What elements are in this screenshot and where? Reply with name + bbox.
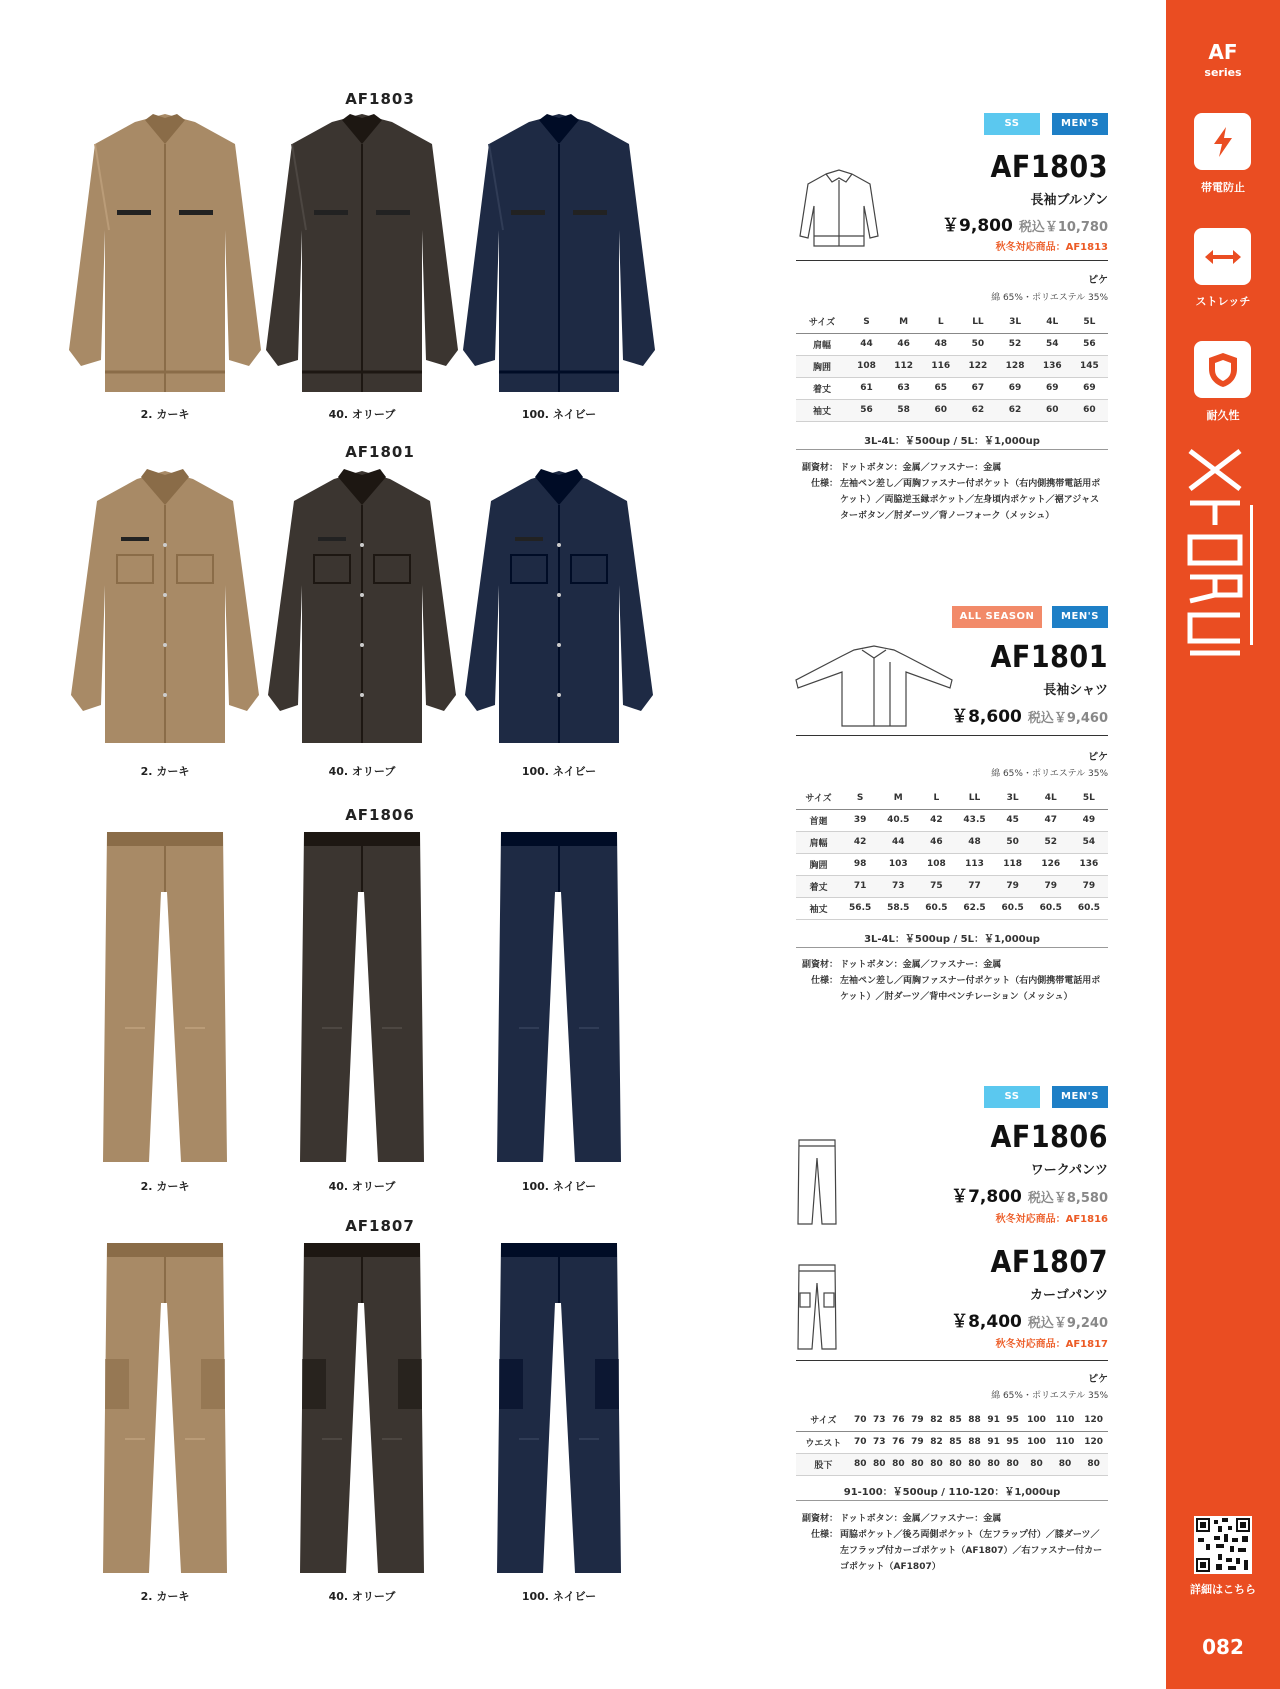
size-table-header — [796, 787, 1108, 809]
size-table-cell: 80 — [870, 1453, 889, 1475]
lightning-icon — [1194, 113, 1251, 170]
size-table-cell: 67 — [959, 377, 996, 399]
size-table-cell: 58.5 — [879, 897, 917, 919]
product-name: 長袖シャツ — [1043, 683, 1108, 698]
size-table-cell: 80 — [908, 1453, 927, 1475]
size-table-cell: 128 — [997, 355, 1034, 377]
size-table-cell: 5L — [1070, 787, 1108, 809]
size-table-cell: 70 — [851, 1409, 870, 1431]
size-table-cell: 91 — [984, 1431, 1003, 1453]
size-table-cell: 肩幅 — [796, 831, 841, 853]
cargo-photo — [489, 1239, 629, 1579]
spec-note-row — [796, 957, 1108, 973]
shirt-line-drawing — [794, 642, 954, 728]
jacket-line-drawing — [794, 166, 884, 254]
size-table-row — [796, 1431, 1108, 1453]
size-table-cell: 80 — [946, 1453, 965, 1475]
size-table-cell: 胸囲 — [796, 355, 848, 377]
pants-photo — [489, 828, 629, 1168]
spec-note-value: 両脇ポケット／後ろ両側ポケット（左フラップ付）／膝ダーツ／左フラップ付カーゴポケット（AF1807）／右ファスナー付カーゴポケット（AF1807） — [840, 1530, 1103, 1572]
pants-photo — [292, 828, 432, 1168]
color-variant-label: 100. ネイビー — [521, 1180, 597, 1193]
size-table-cell: 116 — [922, 355, 959, 377]
size-table-cell: 145 — [1071, 355, 1108, 377]
size-table-cell: 113 — [955, 853, 993, 875]
product-name: カーゴパンツ — [1029, 1288, 1108, 1303]
page-number: 082 — [1202, 1635, 1244, 1659]
size-table-cell: 108 — [848, 355, 885, 377]
fabric-blend: 綿 65%・ポリエステル 35% — [991, 293, 1108, 303]
size-table-cell: 122 — [959, 355, 996, 377]
size-table-cell: サイズ — [796, 1409, 851, 1431]
tag-all-season: ALL SEASON — [952, 606, 1042, 628]
season-note: 秋冬対応商品：AF1816 — [995, 1214, 1108, 1225]
size-table-cell: 69 — [1034, 377, 1071, 399]
size-table-row — [796, 377, 1108, 399]
size-table — [796, 787, 1108, 920]
size-table-cell: 49 — [1070, 809, 1108, 831]
size-table-cell: 79 — [1070, 875, 1108, 897]
size-table-cell: 60.5 — [1070, 897, 1108, 919]
divider — [796, 1360, 1108, 1361]
size-surcharge: 3L-4L：￥500up / 5L：￥1,000up — [864, 436, 1040, 447]
size-table-cell: 股下 — [796, 1453, 851, 1475]
feature-label: 帯電防止 — [1201, 181, 1245, 194]
price: ￥7,800 税込￥8,580 — [951, 1187, 1108, 1207]
fabric-name: ピケ — [1088, 275, 1108, 286]
size-table-cell: 80 — [1003, 1453, 1022, 1475]
spec-note-row — [796, 1511, 1108, 1527]
size-table-cell: 56 — [1071, 333, 1108, 355]
stretch-arrows-icon — [1194, 228, 1251, 285]
spec-note-key: 副資材： — [801, 1514, 838, 1524]
divider — [796, 735, 1108, 736]
size-table-cell: 80 — [965, 1453, 984, 1475]
size-table-cell: 44 — [848, 333, 885, 355]
size-table-row — [796, 399, 1108, 421]
tag-mens: MEN'S — [1052, 1086, 1108, 1108]
size-table-cell: 46 — [917, 831, 955, 853]
size-table-cell: LL — [955, 787, 993, 809]
size-table-cell: 80 — [1051, 1453, 1080, 1475]
size-table-cell: 85 — [946, 1431, 965, 1453]
spec-notes — [796, 1511, 1108, 1575]
tag-mens: MEN'S — [1052, 606, 1108, 628]
fabric-name: ピケ — [1088, 1374, 1108, 1385]
product-group-label: AF1801 — [345, 443, 415, 461]
size-table-cell: 48 — [922, 333, 959, 355]
size-table-cell: 43.5 — [955, 809, 993, 831]
spec-note-value: 左袖ペン差し／両胸ファスナー付ポケット（右内側携帯電話用ポケット）／肘ダーツ／背中ベンチレーション（メッシュ） — [840, 976, 1101, 1002]
fabric-blend: 綿 65%・ポリエステル 35% — [991, 1391, 1108, 1401]
size-table-cell: 3L — [994, 787, 1032, 809]
size-table-cell: サイズ — [796, 311, 848, 333]
size-table-cell: 79 — [994, 875, 1032, 897]
size-table-cell: 112 — [885, 355, 922, 377]
product-code: AF1801 — [990, 640, 1108, 675]
spec-note-key: 仕様： — [810, 976, 838, 986]
size-table-cell: 80 — [851, 1453, 870, 1475]
size-table-cell: 61 — [848, 377, 885, 399]
size-table-cell: 103 — [879, 853, 917, 875]
size-table-cell: 80 — [927, 1453, 946, 1475]
size-table-row — [796, 897, 1108, 919]
series-subtitle: series — [1204, 66, 1242, 79]
size-table-cell: サイズ — [796, 787, 841, 809]
size-table — [796, 311, 1108, 422]
size-table-cell: 79 — [908, 1409, 927, 1431]
shirt-photo — [262, 465, 462, 750]
cargo-photo — [292, 1239, 432, 1579]
season-note: 秋冬対応商品：AF1817 — [995, 1339, 1108, 1350]
size-table-cell: 82 — [927, 1409, 946, 1431]
color-variant-label: 2. カーキ — [140, 1590, 190, 1603]
size-table-cell: 3L — [997, 311, 1034, 333]
size-table-cell: LL — [959, 311, 996, 333]
size-table-cell: 4L — [1032, 787, 1070, 809]
color-variant-label: 40. オリーブ — [328, 1590, 396, 1603]
size-table-cell: 60 — [1034, 399, 1071, 421]
color-variant-label: 2. カーキ — [140, 408, 190, 421]
divider — [796, 449, 1108, 450]
color-variant-label: 100. ネイビー — [521, 765, 597, 778]
size-table-cell: S — [848, 311, 885, 333]
tag-ss: SS — [984, 113, 1040, 135]
size-table-cell: 着丈 — [796, 377, 848, 399]
size-table-cell: 62 — [997, 399, 1034, 421]
pants-photo — [95, 828, 235, 1168]
size-table-cell: 110 — [1051, 1409, 1080, 1431]
size-table-cell: 73 — [870, 1431, 889, 1453]
fabric-name: ピケ — [1088, 752, 1108, 763]
jacket-photo — [65, 110, 265, 400]
size-table-cell: 袖丈 — [796, 897, 841, 919]
size-table-row — [796, 355, 1108, 377]
tag-ss: SS — [984, 1086, 1040, 1108]
size-table-cell: 69 — [1071, 377, 1108, 399]
work-pants-line-drawing — [794, 1138, 840, 1226]
size-table-cell: 56 — [848, 399, 885, 421]
shirt-photo — [459, 465, 659, 750]
size-table-cell: 110 — [1051, 1431, 1080, 1453]
size-table-header — [796, 311, 1108, 333]
size-table-cell: 48 — [955, 831, 993, 853]
size-table-cell: 47 — [1032, 809, 1070, 831]
product-code: AF1806 — [990, 1120, 1108, 1155]
product-group-label: AF1806 — [345, 806, 415, 824]
cargo-photo — [95, 1239, 235, 1579]
price: ￥8,600 税込￥9,460 — [951, 707, 1108, 727]
size-table-cell: M — [879, 787, 917, 809]
size-table-cell: 80 — [889, 1453, 908, 1475]
size-table-cell: 60 — [1071, 399, 1108, 421]
size-table-cell: 46 — [885, 333, 922, 355]
size-table-cell: 98 — [841, 853, 879, 875]
size-table-header — [796, 1409, 1108, 1431]
product-code: AF1803 — [990, 150, 1108, 185]
size-table-cell: 136 — [1034, 355, 1071, 377]
size-table-cell: M — [885, 311, 922, 333]
product-code: AF1807 — [990, 1245, 1108, 1280]
divider — [796, 1500, 1108, 1501]
size-table-cell: 肩幅 — [796, 333, 848, 355]
size-table-cell: 136 — [1070, 853, 1108, 875]
size-table-row — [796, 333, 1108, 355]
size-table-cell: 100 — [1022, 1431, 1051, 1453]
size-table-cell: 4L — [1034, 311, 1071, 333]
price: ￥9,800 税込￥10,780 — [942, 216, 1108, 236]
size-table-row — [796, 809, 1108, 831]
size-table-cell: 118 — [994, 853, 1032, 875]
spec-note-key: 仕様： — [810, 1530, 838, 1540]
color-variant-label: 40. オリーブ — [328, 1180, 396, 1193]
color-variant-label: 2. カーキ — [140, 765, 190, 778]
size-table-cell: 80 — [984, 1453, 1003, 1475]
size-table-cell: 着丈 — [796, 875, 841, 897]
size-table-cell: 54 — [1034, 333, 1071, 355]
divider — [796, 260, 1108, 261]
size-table-cell: 95 — [1003, 1431, 1022, 1453]
size-table-cell: 60.5 — [1032, 897, 1070, 919]
jacket-photo — [459, 110, 659, 400]
season-note: 秋冬対応商品：AF1813 — [995, 242, 1108, 253]
size-table-cell: 88 — [965, 1409, 984, 1431]
size-table-cell: 76 — [889, 1431, 908, 1453]
size-table-row — [796, 1453, 1108, 1475]
size-table-cell: 50 — [994, 831, 1032, 853]
size-table-cell: 56.5 — [841, 897, 879, 919]
size-table-cell: 69 — [997, 377, 1034, 399]
qr-label: 詳細はこちら — [1190, 1583, 1256, 1596]
size-table-cell: 79 — [1032, 875, 1070, 897]
size-table-cell: 75 — [917, 875, 955, 897]
size-table-cell: 42 — [917, 809, 955, 831]
spec-note-value: 左袖ペン差し／両胸ファスナー付ポケット（右内側携帯電話用ポケット）／両脇逆玉縁ポケット／左身頃内ポケット／裾アジャスターボタン／肘ダーツ／背ノーフォーク（メッシュ） — [840, 479, 1101, 521]
size-table-cell: 60.5 — [994, 897, 1032, 919]
size-table-cell: 79 — [908, 1431, 927, 1453]
size-table-cell: 80 — [1079, 1453, 1108, 1475]
size-table-cell: ウエスト — [796, 1431, 851, 1453]
size-table-cell: 40.5 — [879, 809, 917, 831]
feature-label: 耐久性 — [1206, 409, 1240, 422]
color-variant-label: 100. ネイビー — [521, 1590, 597, 1603]
divider — [796, 947, 1108, 948]
spec-note-row — [796, 973, 1108, 1005]
size-surcharge: 3L-4L：￥500up / 5L：￥1,000up — [864, 934, 1040, 945]
spec-note-key: 副資材： — [801, 463, 838, 473]
spec-note-value: ドットボタン：金属／ファスナー：金属 — [840, 463, 1002, 473]
series-title: AF — [1208, 40, 1238, 64]
size-table-row — [796, 853, 1108, 875]
color-variant-label: 100. ネイビー — [521, 408, 597, 421]
size-table-cell: 73 — [870, 1409, 889, 1431]
size-table-cell: 70 — [851, 1431, 870, 1453]
size-surcharge: 91-100：￥500up / 110-120：￥1,000up — [843, 1487, 1061, 1498]
spec-note-row — [796, 1527, 1108, 1575]
feature-label: ストレッチ — [1195, 295, 1251, 308]
product-group-label: AF1807 — [345, 1217, 415, 1235]
size-table-cell: 62.5 — [955, 897, 993, 919]
size-table-cell: 袖丈 — [796, 399, 848, 421]
color-variant-label: 2. カーキ — [140, 1180, 190, 1193]
size-table-cell: 44 — [879, 831, 917, 853]
size-table-cell: 126 — [1032, 853, 1070, 875]
spec-note-key: 仕様： — [810, 479, 838, 489]
x-force-logo — [1180, 445, 1266, 665]
size-table-cell: 120 — [1079, 1409, 1108, 1431]
shirt-photo — [65, 465, 265, 750]
size-table-cell: 39 — [841, 809, 879, 831]
product-name: 長袖ブルゾン — [1030, 193, 1108, 208]
size-table-cell: 91 — [984, 1409, 1003, 1431]
size-table-cell: L — [922, 311, 959, 333]
size-table-cell: 77 — [955, 875, 993, 897]
qr-code-icon[interactable] — [1194, 1516, 1252, 1574]
fabric-blend: 綿 65%・ポリエステル 35% — [991, 769, 1108, 779]
color-variant-label: 40. オリーブ — [328, 765, 396, 778]
size-table-row — [796, 875, 1108, 897]
size-table-cell: 42 — [841, 831, 879, 853]
size-table-cell: 82 — [927, 1431, 946, 1453]
spec-note-key: 副資材： — [801, 960, 838, 970]
size-table-cell: 45 — [994, 809, 1032, 831]
size-table-cell: 5L — [1071, 311, 1108, 333]
size-table-cell: 52 — [1032, 831, 1070, 853]
size-table-cell: 63 — [885, 377, 922, 399]
size-table-cell: 100 — [1022, 1409, 1051, 1431]
size-table-cell: 71 — [841, 875, 879, 897]
price: ￥8,400 税込￥9,240 — [951, 1312, 1108, 1332]
spec-note-value: ドットボタン：金属／ファスナー：金属 — [840, 960, 1002, 970]
size-table-cell: L — [917, 787, 955, 809]
spec-note-value: ドットボタン：金属／ファスナー：金属 — [840, 1514, 1002, 1524]
size-table-cell: 73 — [879, 875, 917, 897]
size-table-cell: 88 — [965, 1431, 984, 1453]
product-group-label: AF1803 — [345, 90, 415, 108]
size-table-cell: 54 — [1070, 831, 1108, 853]
size-table-cell: 85 — [946, 1409, 965, 1431]
size-table-cell: 胸囲 — [796, 853, 841, 875]
size-table-cell: 62 — [959, 399, 996, 421]
cargo-pants-line-drawing — [794, 1263, 840, 1351]
size-table-cell: 80 — [1022, 1453, 1051, 1475]
size-table-cell: 60.5 — [917, 897, 955, 919]
tag-mens: MEN'S — [1052, 113, 1108, 135]
size-table-cell: 58 — [885, 399, 922, 421]
jacket-photo — [262, 110, 462, 400]
size-table-row — [796, 831, 1108, 853]
product-name: ワークパンツ — [1030, 1163, 1108, 1178]
size-table-cell: 95 — [1003, 1409, 1022, 1431]
size-table-cell: 50 — [959, 333, 996, 355]
series-sidebar — [1166, 0, 1280, 1689]
spec-notes — [796, 460, 1108, 524]
size-table — [796, 1409, 1108, 1476]
size-table-cell: S — [841, 787, 879, 809]
size-table-cell: 首廻 — [796, 809, 841, 831]
spec-note-row — [796, 460, 1108, 476]
size-table-cell: 65 — [922, 377, 959, 399]
shield-icon — [1194, 341, 1251, 398]
size-table-cell: 76 — [889, 1409, 908, 1431]
spec-note-row — [796, 476, 1108, 524]
color-variant-label: 40. オリーブ — [328, 408, 396, 421]
size-table-cell: 60 — [922, 399, 959, 421]
size-table-cell: 52 — [997, 333, 1034, 355]
size-table-cell: 108 — [917, 853, 955, 875]
size-table-cell: 120 — [1079, 1431, 1108, 1453]
spec-notes — [796, 957, 1108, 1005]
